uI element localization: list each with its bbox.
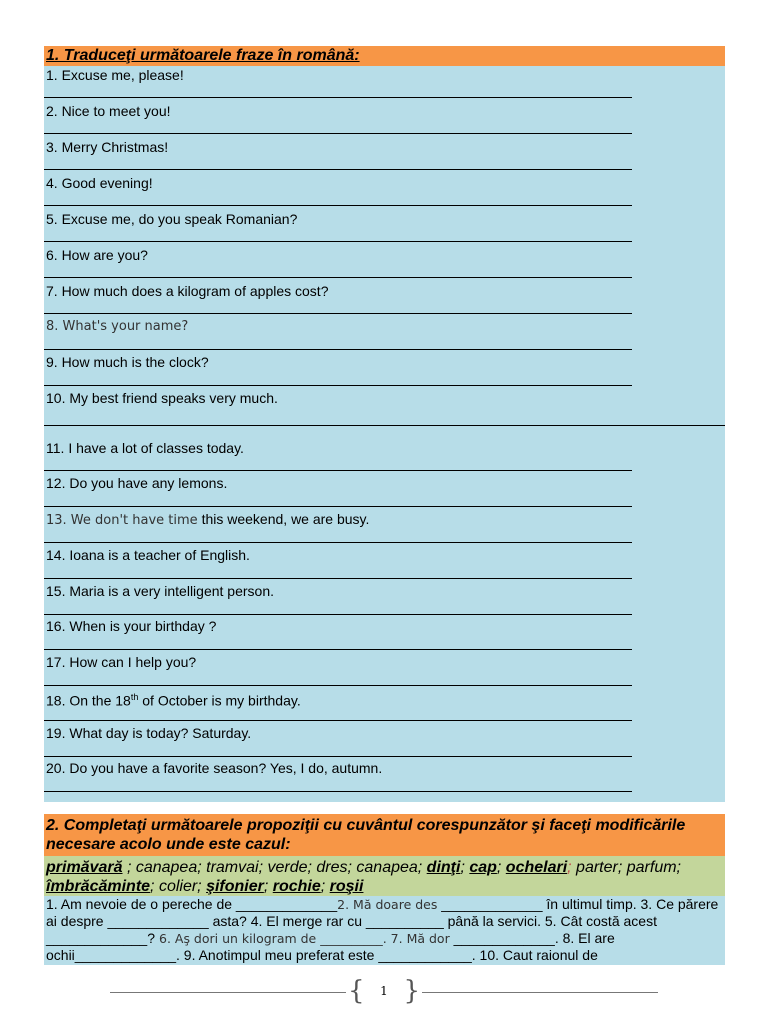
answer-line[interactable] bbox=[44, 425, 725, 426]
list-item: 15. Maria is a very intelligent person. bbox=[46, 583, 274, 599]
list-item: 1. Excuse me, please! bbox=[46, 67, 184, 83]
answer-line[interactable] bbox=[44, 578, 632, 579]
list-item: 10. My best friend speaks very much. bbox=[46, 390, 278, 406]
list-item: 17. How can I help you? bbox=[46, 654, 197, 670]
list-item: 9. How much is the clock? bbox=[46, 354, 209, 370]
answer-line[interactable] bbox=[44, 133, 632, 134]
answer-line[interactable] bbox=[44, 241, 632, 242]
list-item: 6. How are you? bbox=[46, 247, 148, 263]
answer-line[interactable] bbox=[44, 205, 632, 206]
footer-rule-right bbox=[422, 992, 658, 993]
answer-line[interactable] bbox=[44, 756, 632, 757]
list-item: 11. I have a lot of classes today. bbox=[46, 440, 244, 456]
answer-line[interactable] bbox=[44, 791, 632, 792]
list-item: 5. Excuse me, do you speak Romanian? bbox=[46, 211, 298, 227]
section2-title: 2. Completaţi următoarele propoziţii cu cuvântul corespunzător şi faceţi modificările necesare acolo unde este cazul: bbox=[44, 814, 725, 856]
list-item: 19. What day is today? Saturday. bbox=[46, 725, 252, 741]
list-item: 2. Nice to meet you! bbox=[46, 103, 171, 119]
section1-list-a bbox=[44, 66, 725, 436]
footer-bracket-right: } bbox=[403, 976, 420, 1006]
answer-line[interactable] bbox=[44, 542, 632, 543]
list-item: 20. Do you have a favorite season? Yes, I do, autumn. bbox=[46, 760, 383, 776]
spacer bbox=[44, 802, 725, 814]
answer-line[interactable] bbox=[44, 169, 632, 170]
answer-line[interactable] bbox=[44, 385, 632, 386]
list-item: 14. Ioana is a teacher of English. bbox=[46, 547, 250, 563]
answer-line[interactable] bbox=[44, 277, 632, 278]
list-item: 8. What's your name? bbox=[46, 319, 189, 334]
answer-line[interactable] bbox=[44, 685, 632, 686]
footer-rule-left bbox=[110, 992, 346, 993]
answer-line[interactable] bbox=[44, 506, 632, 507]
footer-bracket-left: { bbox=[348, 976, 365, 1006]
answer-line[interactable] bbox=[44, 614, 632, 615]
answer-line[interactable] bbox=[44, 313, 632, 314]
list-item-13: 13. We don't have time this weekend, we are busy. bbox=[46, 511, 370, 528]
page-number: 1 bbox=[380, 984, 388, 998]
answer-line[interactable] bbox=[44, 97, 632, 98]
list-item: 3. Merry Christmas! bbox=[46, 139, 169, 155]
answer-line[interactable] bbox=[44, 470, 632, 471]
page-footer bbox=[110, 976, 658, 1006]
word-bank: primăvară ; canapea; tramvai; verde; dres; canapea; dinţi; cap; ochelari; parter; parfum; îmbrăcăminte; colier; şifonier; rochie; roşii bbox=[44, 856, 725, 896]
section1-list-b bbox=[44, 436, 725, 802]
list-item-18: 18. On the 18th of October is my birthday. bbox=[46, 692, 301, 709]
list-item: 16. When is your birthday ? bbox=[46, 618, 217, 634]
list-item: 4. Good evening! bbox=[46, 175, 153, 191]
answer-line[interactable] bbox=[44, 349, 632, 350]
list-item: 12. Do you have any lemons. bbox=[46, 475, 228, 491]
list-item: 7. How much does a kilogram of apples cost? bbox=[46, 283, 329, 299]
answer-line[interactable] bbox=[44, 720, 632, 721]
answer-line[interactable] bbox=[44, 649, 632, 650]
fill-in-paragraph[interactable]: 1. Am nevoie de o pereche de _____________2. Mă doare des _____________ în ultimul timp. 3. Ce părere ai despre _____________ asta? 4. El merge rar cu __________ până la servici. 5. Cât costă acest _____________? 6. Aş dori un kilogram de __________. 7. Mă dor _____________. 8. El are ochii_____________. 9. Anotimpul meu preferat este ____________. 10. Caut raionul de bbox=[44, 896, 725, 965]
worksheet bbox=[44, 46, 725, 965]
section1-title: 1. Traduceţi următoarele fraze în română: bbox=[44, 46, 725, 66]
